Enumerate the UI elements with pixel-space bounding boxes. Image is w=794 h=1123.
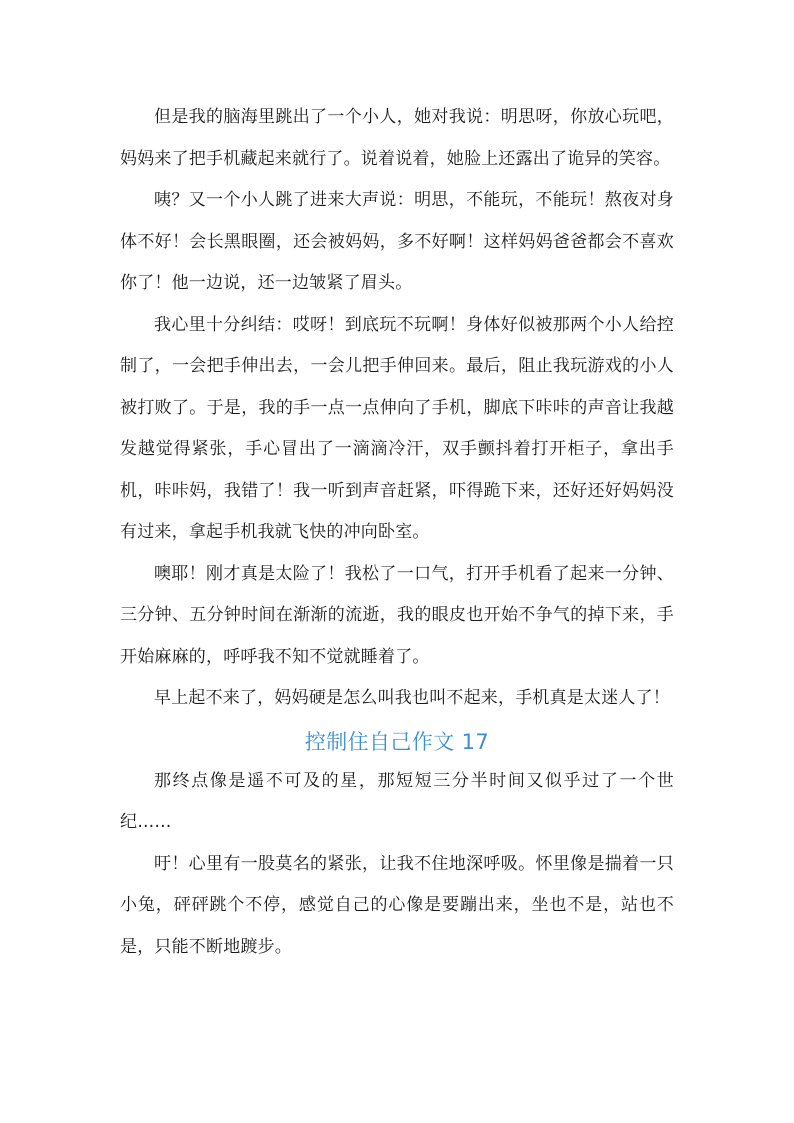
paragraph-4: 噢耶！刚才真是太险了！我松了一口气，打开手机看了起来一分钟、三分钟、五分钟时间在渐渐的流逝，我的眼皮也开始不争气的掉下来，手开始麻麻的，呼呼我不知不觉就睡着了。 — [120, 563, 674, 667]
paragraph-1: 但是我的脑海里跳出了一个小人，她对我说：明思呀，你放心玩吧，妈妈来了把手机藏起来就行了。说着说着，她脸上还露出了诡异的笑容。 — [120, 107, 674, 169]
document-body — [120, 97, 674, 968]
paragraph-5: 早上起不来了，妈妈硬是怎么叫我也叫不起来，手机真是太迷人了！ — [154, 688, 670, 708]
paragraph-3: 我心里十分纠结：哎呀！到底玩不玩啊！身体好似被那两个小人给控制了，一会把手伸出去，一会儿把手伸回来。最后，阻止我玩游戏的小人被打败了。于是，我的手一点一点伸向了手机，脚底下咔咔的声音让我越发越觉得紧张，手心冒出了一滴滴冷汗，双手颤抖着打开柜子，拿出手机，咔咔妈，我错了！我一听到声音赶紧，吓得跪下来，还好还好妈妈没有过来，拿起手机我就飞快的冲向卧室。 — [120, 314, 674, 542]
paragraph-7: 吁！心里有一股莫名的紧张，让我不住地深呼吸。怀里像是揣着一只小兔，砰砰跳个不停，感觉自己的心像是要蹦出来，坐也不是，站也不是，只能不断地踱步。 — [120, 853, 674, 957]
section-heading: 控制住自己作文 17 — [304, 729, 490, 754]
paragraph-2: 咦？又一个小人跳了进来大声说：明思，不能玩，不能玩！熬夜对身体不好！会长黑眼圈，还会被妈妈，多不好啊！这样妈妈爸爸都会不喜欢你了！他一边说，还一边皱紧了眉头。 — [120, 190, 674, 293]
paragraph-6: 那终点像是遥不可及的星，那短短三分半时间又似乎过了一个世纪…… — [120, 770, 674, 832]
